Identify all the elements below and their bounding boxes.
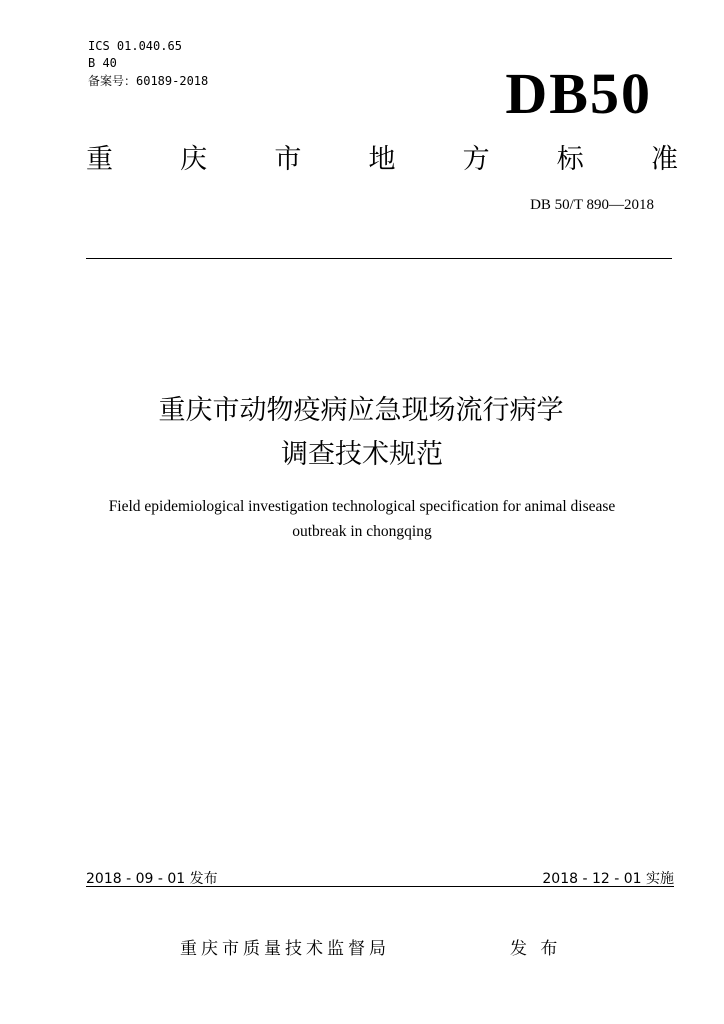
standard-level-title	[86, 140, 678, 180]
level-char: 准	[650, 144, 678, 175]
footer-divider	[86, 886, 674, 887]
title-english-line2: outbreak in chongqing	[292, 523, 432, 540]
issuing-authority: 重庆市质量技术监督局	[180, 939, 390, 959]
title-english-line1: Field epidemiological investigation technological specification for animal disease	[108, 498, 616, 515]
level-char: 庆	[180, 144, 208, 175]
issue-label: 发 布	[510, 939, 562, 959]
publish-date: 2018 - 09 - 01 发布	[86, 871, 218, 887]
level-char: 市	[274, 144, 302, 175]
document-number: DB 50/T 890—2018	[530, 197, 654, 213]
level-char: 方	[462, 144, 490, 175]
ccs-code: B 40	[88, 56, 117, 70]
title-chinese-line2: 调查技术规范	[281, 439, 443, 470]
implement-date: 2018 - 12 - 01 实施	[542, 871, 674, 887]
title-chinese-line1: 重庆市动物疫病应急现场流行病学	[158, 395, 564, 426]
standard-code-mark: DB50	[505, 61, 652, 126]
level-char: 重	[86, 144, 113, 175]
ics-code: ICS 01.040.65	[88, 39, 182, 53]
header-divider	[86, 258, 672, 259]
level-char: 地	[368, 144, 396, 175]
record-number: 备案号：60189-2018	[88, 74, 209, 88]
level-char: 标	[556, 144, 584, 175]
